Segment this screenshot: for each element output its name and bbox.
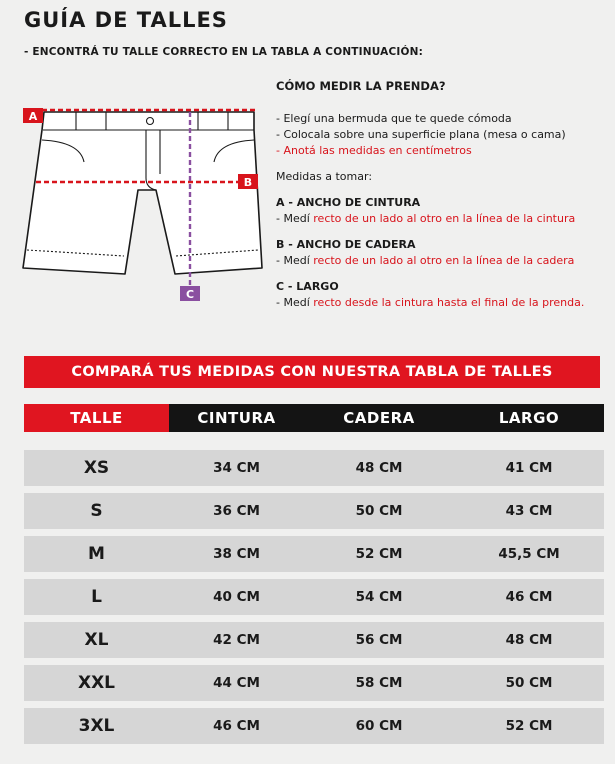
size-cell: XL [84,630,109,650]
length-cell: 46 CM [505,589,553,605]
length-cell: 41 CM [505,460,553,476]
length-cell: 48 CM [505,632,553,648]
table-row [24,493,604,529]
label-c: C [185,288,195,301]
hip-cell: 52 CM [355,546,403,562]
waist-cell: 38 CM [213,546,260,562]
shorts-diagram [20,100,265,310]
header-cintura: CINTURA [169,404,304,432]
hip-cell: 50 CM [355,503,403,519]
table-row [24,450,604,486]
measuring-guide [276,78,615,311]
table-row [24,579,604,615]
waist-cell: 44 CM [213,675,260,691]
size-cell: XXL [77,673,116,693]
waist-cell: 46 CM [213,718,260,734]
hip-cell: 56 CM [355,632,403,648]
measure-detail [276,295,615,311]
guide-step: - Anotá las medidas en centímetros [276,144,472,157]
measure-detail [276,253,615,269]
measure-detail [276,211,615,227]
header-largo: LARGO [454,404,604,432]
hip-cell: 58 CM [355,675,403,691]
size-cell: M [88,544,105,564]
measure-title: A - ANCHO DE CINTURA [276,196,421,209]
length-cell: 52 CM [505,718,553,734]
hip-cell: 54 CM [355,589,403,605]
length-cell: 50 CM [505,675,553,691]
page-title: GUÍA DE TALLES [24,8,228,32]
label-a: A [28,110,38,123]
size-table-header [24,404,604,432]
guide-step: - Elegí una bermuda que te quede cómoda [276,112,512,125]
waist-cell: 36 CM [213,503,260,519]
size-cell: XS [83,458,110,478]
hip-cell: 48 CM [355,460,403,476]
size-table-body [24,450,604,751]
measure-text: recto de un lado al otro en la línea de la cintura [313,212,576,225]
measures-intro: Medidas a tomar: [276,170,373,183]
measure-text: recto desde la cintura hasta el final de la prenda. [313,296,585,309]
table-row [24,708,604,744]
table-row [24,622,604,658]
size-cell: S [90,501,103,521]
hip-cell: 60 CM [355,718,403,734]
guide-heading: CÓMO MEDIR LA PRENDA? [276,79,446,93]
header-cadera: CADERA [304,404,454,432]
guide-step: - Colocala sobre una superficie plana (mesa o cama) [276,128,566,141]
header-talle: TALLE [24,404,169,432]
label-b: B [243,176,253,189]
length-cell: 43 CM [505,503,553,519]
size-cell: L [91,587,102,607]
waist-cell: 40 CM [213,589,260,605]
waist-cell: 34 CM [213,460,260,476]
measure-prefix: - Medí [276,212,314,225]
measure-title: B - ANCHO DE CADERA [276,238,416,251]
measure-title: C - LARGO [276,280,339,293]
table-row [24,536,604,572]
size-table-banner: COMPARÁ TUS MEDIDAS CON NUESTRA TABLA DE TALLES [24,356,600,388]
measure-prefix: - Medí [276,254,314,267]
waist-cell: 42 CM [213,632,260,648]
table-row [24,665,604,701]
shorts-illustration [23,112,262,274]
size-cell: 3XL [78,716,115,736]
page-subtitle: - ENCONTRÁ TU TALLE CORRECTO EN LA TABLA A CONTINUACIÓN: [24,46,424,58]
length-cell: 45,5 CM [498,546,560,562]
measure-prefix: - Medí [276,296,314,309]
measure-text: recto de un lado al otro en la línea de la cadera [313,254,575,267]
